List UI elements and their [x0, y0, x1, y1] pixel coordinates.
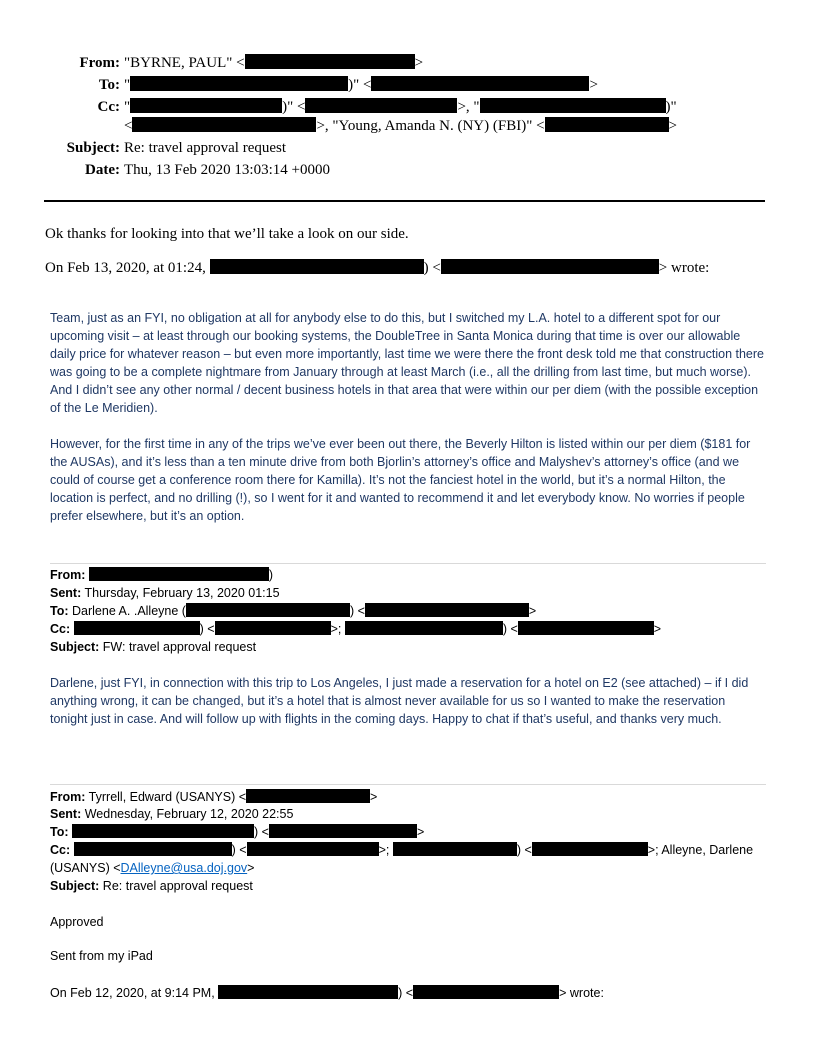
msg2-body: Darlene, just FYI, in connection with this trip to Los Angeles, I just made a reservation for a hotel on E2 (see attached) – if I did anything wrong, it can be changed, but it’s a hotel that is almost never available for us so I wanted to make the reservation tonight just in case. And will follow up with flights in the coming days. Happy to chat if that’s useful, and thanks very much. — [50, 676, 749, 726]
redaction — [132, 117, 316, 132]
date-label: Date: — [85, 162, 120, 178]
msg3-quote-line: On Feb 12, 2020, at 9:14 PM, ) < > wrote: — [50, 986, 604, 1000]
from-label: From: — [79, 55, 120, 71]
redaction — [74, 621, 200, 635]
redaction — [245, 54, 415, 69]
email-header — [0, 0, 816, 200]
redaction — [269, 824, 417, 838]
redaction — [545, 117, 669, 132]
reply-quote-line: On Feb 13, 2020, at 01:24, ) < > wrote: — [45, 260, 710, 276]
redaction — [365, 603, 529, 617]
message-divider — [50, 563, 766, 564]
redaction — [247, 842, 379, 856]
redaction — [532, 842, 648, 856]
redaction — [215, 621, 331, 635]
msg3-from-line: From: Tyrrell, Edward (USANYS) < > — [50, 790, 378, 804]
redaction — [371, 76, 589, 91]
msg2-subject-line: Subject: FW: travel approval request — [50, 640, 257, 654]
subject-value: Re: travel approval request — [124, 140, 287, 156]
subject-label: Subject: — [66, 140, 120, 156]
from-value: "BYRNE, PAUL" < > — [124, 55, 424, 71]
cc-value: " )" < >, " )" — [124, 99, 677, 115]
redaction — [345, 621, 503, 635]
header-divider — [44, 200, 765, 202]
redaction — [74, 842, 232, 856]
cc-label: Cc: — [97, 99, 120, 115]
to-value: " )" < > — [124, 77, 598, 93]
date-value: Thu, 13 Feb 2020 13:03:14 +0000 — [124, 162, 330, 178]
redaction — [130, 98, 282, 113]
msg3-signature: Sent from my iPad — [50, 949, 153, 963]
msg2-from-line: From: ) — [50, 568, 274, 582]
msg3-cc-line2: (USANYS) <DAlleyne@usa.doj.gov> — [50, 861, 255, 875]
redaction — [210, 259, 424, 274]
redaction — [480, 98, 666, 113]
quoted-paragraph-1: Team, just as an FYI, no obligation at all for anybody else to do this, but I switched my L.A. hotel to a different spot for our upcoming visit – at least through our booking systems, the DoubleTree in Santa Monica during that time is over our allowable daily price for whatever reason – but even more importantly, last time we were there the front desk told me that construction there was going to be a complete nightmare from January through at least March (i.e., all the drilling from last time, but much worse). And I didn’t see any other normal / decent business hotels in that area that were within our per diem (with the possible exception of the Le Meridien). — [50, 311, 765, 415]
redaction — [72, 824, 254, 838]
to-label: To: — [98, 77, 120, 93]
redaction — [218, 985, 398, 999]
reply-body: Ok thanks for looking into that we’ll take a look on our side. — [45, 226, 409, 242]
cc-value-line2: < >, "Young, Amanda N. (NY) (FBI)" < > — [124, 118, 677, 134]
redaction — [305, 98, 457, 113]
quoted-paragraph-2: However, for the first time in any of the trips we’ve ever been out there, the Beverly Hilton is listed within our per diem ($181 for the AUSAs), and it’s less than a ten minute drive from both Bjorlin’s attorney’s office and Malyshev’s attorney’s office (and we could of course get a conference room there for Kamilla). It’s not the fanciest hotel in the world, but it’s a normal Hilton, the location is perfect, and no drilling (!), so I went for it and wanted to recommend it and let everybody know. No worries if people prefer elsewhere, but it’s an option. — [50, 437, 751, 523]
redaction — [518, 621, 654, 635]
msg3-sent-line: Sent: Wednesday, February 12, 2020 22:55 — [50, 807, 294, 821]
redaction — [441, 259, 659, 274]
msg2-sent-line: Sent: Thursday, February 13, 2020 01:15 — [50, 586, 280, 600]
redaction — [246, 789, 370, 803]
msg3-subject-line: Subject: Re: travel approval request — [50, 879, 253, 893]
email-link[interactable]: DAlleyne@usa.doj.gov — [120, 861, 248, 875]
redaction — [130, 76, 348, 91]
redaction — [393, 842, 517, 856]
redaction — [186, 603, 350, 617]
message-divider — [50, 784, 766, 785]
msg2-to-line: To: Darlene A. .Alleyne ( ) < > — [50, 604, 537, 618]
msg2-cc-line: Cc: ) < >; ) < > — [50, 622, 662, 636]
msg3-to-line: To: ) < > — [50, 825, 425, 839]
msg3-approved: Approved — [50, 915, 104, 929]
redaction — [89, 567, 269, 581]
redaction — [413, 985, 559, 999]
msg3-cc-line: Cc: ) < >; ) < >; Alleyne, Darlene — [50, 843, 754, 857]
